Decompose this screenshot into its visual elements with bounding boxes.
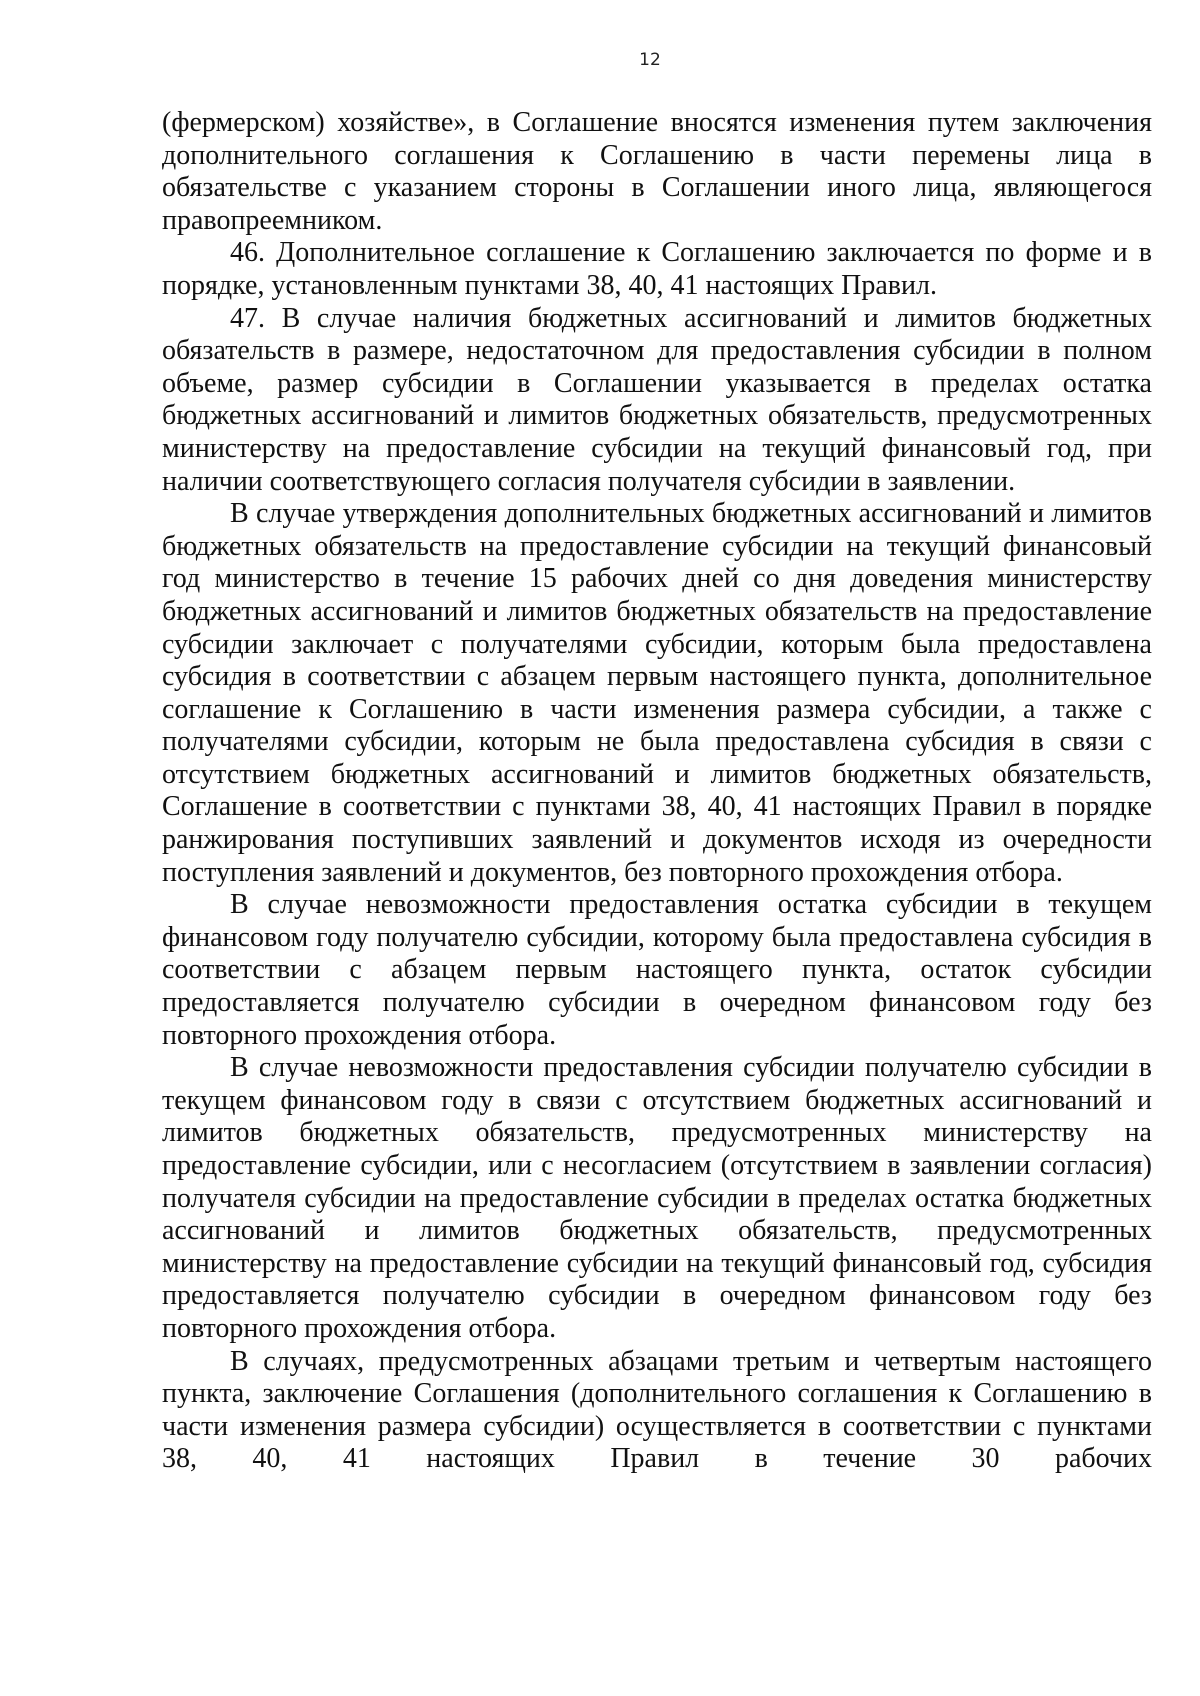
paragraph-additional-allocations: В случае утверждения дополнительных бюджетных ассигнований и лимитов бюджетных обязательств на предоставление субсидии на текущий финансовый год министерство в течение 15 рабочих дней со дня доведения министерству бюджетных ассигнований и лимитов бюджетных обязательств на предоставление субсидии заключает с получателями субсидии, которым была предоставлена субсидия в соответствии с абзацем первым настоящего пункта, дополнительное соглашение к Соглашению в части изменения размера субсидии, а также с получателями субсидии, которым не была предоставлена субсидия в связи с отсутствием бюджетных ассигнований и лимитов бюджетных обязательств, Соглашение в соответствии с пунктами 38, 40, 41 настоящих Правил в порядке ранжирования поступивших заявлений и документов исходя из очередности поступления заявлений и документов, без повторного прохождения отбора. [162,498,1152,888]
paragraph-remaining-subsidy: В случае невозможности предоставления остатка субсидии в текущем финансовом году получателю субсидии, которому была предоставлена субсидия в соответствии с абзацем первым настоящего пункта, остаток субсидии предоставляется получателю субсидии в очередном финансовом году без повторного прохождения отбора. [162,889,1152,1051]
paragraph-item-47: 47. В случае наличия бюджетных ассигнований и лимитов бюджетных обязательств в размере, недостаточном для предоставления субсидии в полном объеме, размер субсидии в Соглашении указывается в пределах остатка бюджетных ассигнований и лимитов бюджетных обязательств, предусмотренных министерству на предоставление субсидии на текущий финансовый год, при наличии соответствующего согласия получателя субсидии в заявлении. [162,302,1152,497]
paragraph-continuation: (фермерском) хозяйстве», в Соглашение вносятся изменения путем заключения дополнительного соглашения к Соглашению в части перемены лица в обязательстве с указанием стороны в Соглашении иного лица, являющегося правопреемником. [162,107,1152,236]
paragraph-item-46: 46. Дополнительное соглашение к Соглашению заключается по форме и в порядке, установленным пунктами 38, 40, 41 настоящих Правил. [162,237,1152,301]
document-body [162,107,1152,1476]
paragraph-agreement-conclusion: В случаях, предусмотренных абзацами третьим и четвертым настоящего пункта, заключение Соглашения (дополнительного соглашения к Соглашению в части изменения размера субсидии) осуществляется в соответствии с пунктами 38, 40, 41 настоящих Правил в течение 30 рабочих [162,1345,1152,1475]
page-number: 12 [639,50,661,70]
paragraph-impossibility-subsidy: В случае невозможности предоставления субсидии получателю субсидии в текущем финансовом году в связи с отсутствием бюджетных ассигнований и лимитов бюджетных обязательств, предусмотренных министерству на предоставление субсидии, или с несогласием (отсутствием в заявлении согласия) получателя субсидии на предоставление субсидии в пределах остатка бюджетных ассигнований и лимитов бюджетных обязательств, предусмотренных министерству на предоставление субсидии на текущий финансовый год, субсидия предоставляется получателю субсидии в очередном финансовом году без повторного прохождения отбора. [162,1052,1152,1344]
